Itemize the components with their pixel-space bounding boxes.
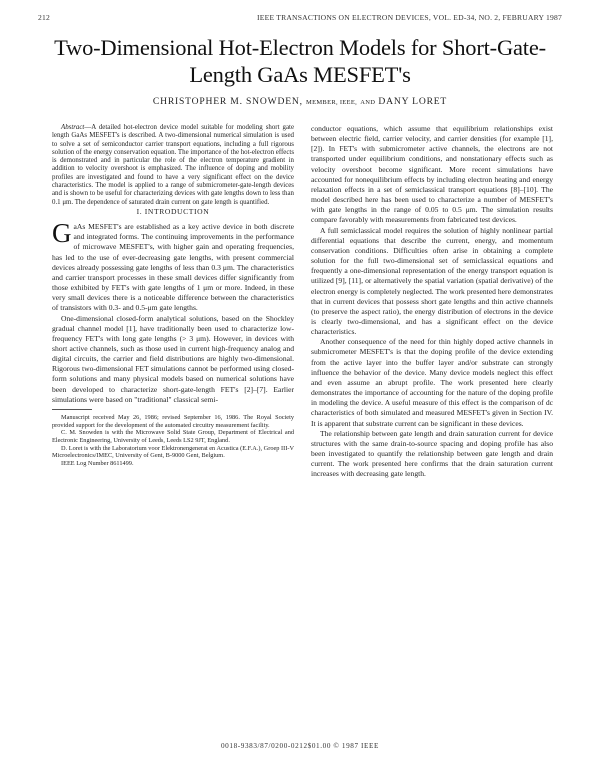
author-line	[40, 96, 560, 107]
intro-paragraph-1-text: aAs MESFET's are established as a key active device in both discrete and integrated forms. The continuing improvements in the performance of microwave MESFET's, with higher gain and operating frequencies, has led to the use of ever-decreasing gate lengths, with present commercial devices already possessing gate lengths of less than 0.3 μm. The characteristics and carrier transport processes in these small devices differ significantly from those exhibited by FET's with gate lengths of 1 μm or more. Indeed, in these very small devices there is a noticeable difference between the characteristics of transistors with 0.3- and 0.5-μm gate lengths.	[52, 222, 294, 313]
right-column	[311, 124, 553, 479]
abstract-label: Abstract	[61, 124, 85, 131]
right-paragraph-4: The relationship between gate length and drain saturation current for device structures with the same drain-to-source spacing and doping profile has also been investigated to quantify the relationship between gate length and drain current. The work presented here confirms that the drain saturation current increases with decreasing gate length.	[311, 428, 553, 479]
abstract	[52, 124, 294, 207]
author-conjunction: AND	[360, 99, 376, 106]
right-paragraph-1: conductor equations, which assume that equilibrium relationships exist between electric field, carrier velocity, and carrier densities (for example [1], [2]). In FET's with submicrometer active channels, the electrons are not transported under equilibrium conditions, and nonstationary effects such as velocity overshoot become significant. More recent simulations have accounted for nonequilibrium effects by including electron heating and energy relaxation effects in a set of semiclassical transport equations [8]–[10]. The model described here has been used to characterize a number of MESFET's with gate lengths in the range of 0.05 to 0.5 μm. The simulation results compare favorably with measurements from fabricated test devices.	[311, 124, 553, 225]
running-head	[38, 13, 562, 22]
intro-paragraph-1	[52, 218, 294, 313]
right-paragraph-2: A full semiclassical model requires the solution of highly nonlinear partial differential equations that describe the current, energy, and momentum conservation conditions. Difficulties often arise in obtaining a complete solution for the full two-dimensional set of semiclassical equations and frequently a one-dimensional representation of the energy transport equation is utilized [9], [11], or alternatively the spatial variation (spatial derivative) of the electron energy is completely neglected. The work presented here demonstrates that in current devices that possess short gate lengths and thin active channels (to preserve the aspect ratio), the energy distribution of electrons in the device is clearly two-dimensional, and has a significant effect on the device characteristics.	[311, 225, 553, 337]
author-1-affiliation: MEMBER, IEEE,	[306, 99, 358, 106]
footnotes	[52, 414, 294, 468]
issn-footer: 0018-9383/87/0200-0212$01.00 © 1987 IEEE	[220, 742, 380, 750]
footnote-log-number: IEEE Log Number 8611499.	[61, 460, 134, 468]
left-column	[52, 124, 294, 468]
footnote-author-2: D. Loret is with the Laboratorium voor Elektronengenerat en Acustica (E.F.A.), Groep III-V Microelectronics/IMEC, University of Gent, B-9000 Gent, Belgium.	[52, 444, 294, 460]
abstract-text: —A detailed hot-electron device model suitable for modeling short gate length GaAs MESFET's is described. A two-dimensional numerical simulation is used to solve a set of semiconductor carrier transport equations, including a full rigorous solution of the energy conservation equation. The importance of the hot-electron effects is demonstrated and in particular the role of the electron temperature gradient in addition to velocity overshoot is emphasized. The influence of doping and mobility profiles are investigated and found to have a very significant effect on the device characteristics. The model is applied to a range of submicrometer-gate-length devices and is shown to be useful for characterizing devices with gate lengths down to less than 0.1 μm. The dependence of saturated drain current on gate length is quantified.	[52, 124, 294, 206]
author-2: DANY LORET	[378, 96, 448, 107]
author-1: CHRISTOPHER M. SNOWDEN,	[152, 96, 303, 107]
section-heading-introduction: I. INTRODUCTION	[136, 206, 210, 216]
footnote-author-1: C. M. Snowden is with the Microwave Solid State Group, Department of Electrical and Electronic Engineering, University of Leeds, Leeds LS2 9JT, England.	[52, 429, 294, 445]
right-paragraph-3: Another consequence of the need for thin highly doped active channels in submicrometer MESFET's is that the doping profile of the device extending from the active layer into the buffer layer and/or substrate can strongly influence the behavior of the device. Many device models neglect this effect and even assume an abrupt profile. The work presented here clearly demonstrates the importance of accounting for the nature of the doping profile in modeling the device. A useful measure of this effect is the comparison of dc characteristics of both simulated and measured MESFET's given in Section IV. It is apparent that substrate current can be significant in these devices.	[311, 337, 553, 428]
footnote-divider	[52, 409, 92, 410]
intro-paragraph-2: One-dimensional closed-form analytical solutions, based on the Shockley gradual channel model [1], have traditionally been used to characterize low-frequency FET's with long gate lengths (> 3 μm). However, in devices with short active channels, such as those used in current high-frequency analog and digital circuits, the carrier and field distributions are highly two-dimensional. Rigorous two-dimensional FET simulations cannot be performed using closed-form solutions and many physical models based on numerical solutions have been developed to characterize short-gate-length FET's [2]–[7]. Earlier simulations were based on "traditional" classical semi-	[52, 313, 294, 404]
drop-cap: G	[52, 218, 72, 249]
page-number: 212	[38, 13, 50, 22]
journal-name: IEEE TRANSACTIONS ON ELECTRON DEVICES, VOL. ED-34, NO. 2, FEBRUARY 1987	[257, 13, 562, 22]
footnote-received: Manuscript received May 26, 1986; revised September 16, 1986. The Royal Society provided support for the development of the automated circuitry measurement facility.	[52, 413, 294, 429]
paper-title: Two-Dimensional Hot-Electron Models for Short-Gate-Length GaAs MESFET's	[54, 35, 546, 87]
